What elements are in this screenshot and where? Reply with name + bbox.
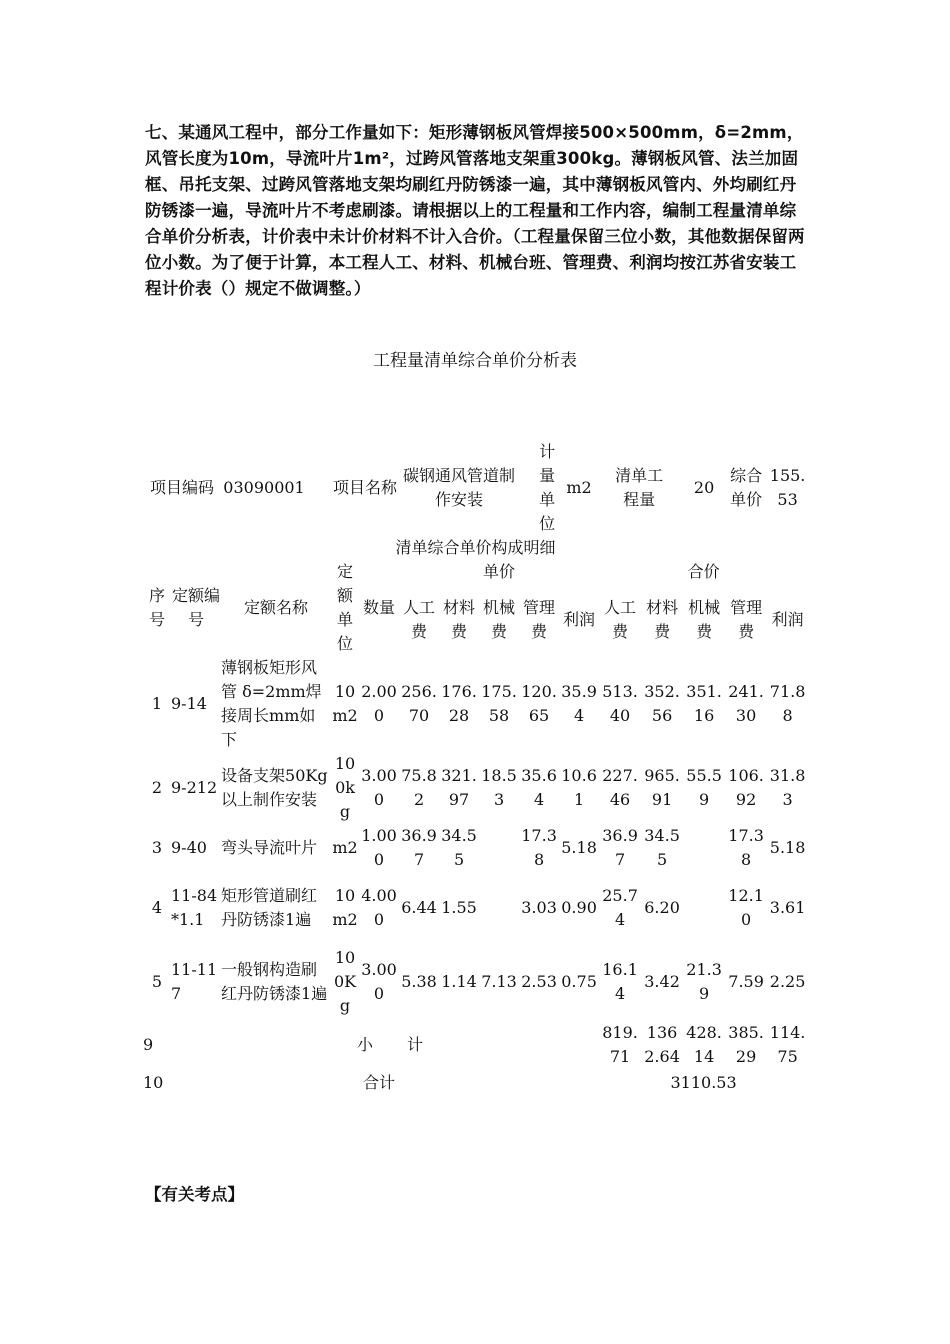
row-total-material: 352.56 xyxy=(644,682,680,725)
row-unit-profit: 35.94 xyxy=(561,682,597,725)
table-row xyxy=(143,656,808,752)
col-total-management: 管理费 xyxy=(730,598,763,641)
row-unit-labor: 256.70 xyxy=(401,682,437,725)
row-total-machine: 351.16 xyxy=(686,682,722,725)
unit-price-analysis-table xyxy=(143,440,808,1096)
composite-price-label-cell xyxy=(725,440,767,536)
total-seq: 10 xyxy=(143,1073,164,1092)
row-total-profit: 31.83 xyxy=(769,766,806,809)
subtotal-labor: 819.71 xyxy=(602,1023,638,1066)
row-quantity: 1.000 xyxy=(361,826,397,869)
row-unit-labor: 75.82 xyxy=(401,766,437,809)
measure-unit-value: m2 xyxy=(566,478,592,497)
total-value: 3110.53 xyxy=(670,1073,737,1092)
subtotal-row xyxy=(143,1020,808,1070)
row-quantity: 3.000 xyxy=(361,766,397,809)
row-quota-code: 9-40 xyxy=(171,838,207,857)
subtotal-spacer-2 xyxy=(519,1020,599,1070)
subtotal-machine: 428.14 xyxy=(686,1023,722,1066)
row-total-management: 7.59 xyxy=(728,972,764,991)
col-unit-material: 材料费 xyxy=(443,598,476,641)
row-total-labor: 16.14 xyxy=(602,960,638,1003)
row-quantity: 4.000 xyxy=(361,886,397,929)
row-unit-machine: 175.58 xyxy=(481,682,517,725)
table-row xyxy=(143,872,808,944)
row-seq: 1 xyxy=(151,694,163,713)
col-unit-management: 管理费 xyxy=(523,598,556,641)
row-unit-machine: 18.53 xyxy=(481,766,517,809)
row-total-profit: 2.25 xyxy=(769,972,806,991)
bill-quantity-value: 20 xyxy=(693,478,715,497)
row-quota-name: 设备支架50Kg以上制作安装 xyxy=(221,766,328,809)
group-header-row xyxy=(143,560,808,584)
row-total-material: 965.91 xyxy=(644,766,680,809)
row-total-profit: 3.61 xyxy=(769,898,806,917)
row-unit-labor: 6.44 xyxy=(401,898,437,917)
table-title: 工程量清单综合单价分析表 xyxy=(373,351,577,371)
row-unit-material: 34.55 xyxy=(441,826,477,869)
row-total-material: 3.42 xyxy=(644,972,680,991)
row-unit-labor: 5.38 xyxy=(401,972,437,991)
row-quota-code: 11-117 xyxy=(171,960,218,1003)
total-row xyxy=(143,1070,808,1096)
row-total-labor: 227.46 xyxy=(602,766,638,809)
measure-unit-label: 计量单位 xyxy=(539,442,556,533)
col-quota-name: 定额名称 xyxy=(244,598,309,617)
project-name-label: 项目名称 xyxy=(333,478,398,497)
row-unit: 100Kg xyxy=(333,948,357,1015)
header-row xyxy=(143,440,808,536)
composite-price-value xyxy=(767,440,808,536)
row-unit-material: 176.28 xyxy=(441,682,477,725)
col-total-labor: 人工费 xyxy=(604,598,637,641)
row-unit-management: 2.53 xyxy=(521,972,557,991)
row-quota-name: 一般钢构造刷红丹防锈漆1遍 xyxy=(221,960,328,1003)
row-unit-profit: 10.61 xyxy=(561,766,597,809)
row-unit-management: 3.03 xyxy=(521,898,557,917)
group-total-price: 合价 xyxy=(687,562,720,581)
row-total-labor: 36.97 xyxy=(602,826,638,869)
row-seq: 4 xyxy=(151,898,163,917)
subtotal-spacer xyxy=(171,1020,331,1070)
row-unit-machine xyxy=(479,824,519,872)
row-total-material: 6.20 xyxy=(644,898,680,917)
composite-price-number: 155.53 xyxy=(769,466,806,509)
row-unit-profit: 0.90 xyxy=(561,898,597,917)
row-unit: 100kg xyxy=(334,754,356,821)
subtotal-profit: 114.75 xyxy=(769,1023,806,1066)
row-unit-machine: 7.13 xyxy=(481,972,517,991)
row-total-profit: 5.18 xyxy=(769,838,806,857)
row-unit-management: 35.64 xyxy=(521,766,557,809)
row-quantity: 2.000 xyxy=(361,682,397,725)
row-quota-name: 薄钢板矩形风管 δ=2mm焊接周长mm如下 xyxy=(221,658,322,749)
row-unit-labor: 36.97 xyxy=(401,826,437,869)
row-unit-material: 321.97 xyxy=(441,766,477,809)
row-unit-machine xyxy=(479,872,519,944)
row-total-labor: 25.74 xyxy=(602,886,638,929)
row-total-material: 34.55 xyxy=(644,826,680,869)
row-total-machine: 21.39 xyxy=(686,960,722,1003)
total-label: 合计 xyxy=(363,1073,396,1092)
row-quota-code: 9-212 xyxy=(171,778,218,797)
row-quota-code: 11-84*1.1 xyxy=(171,886,218,929)
subtotal-seq: 9 xyxy=(143,1035,154,1054)
group-unit-price: 单价 xyxy=(483,562,516,581)
col-seq: 序号 xyxy=(148,586,165,629)
col-quantity: 数量 xyxy=(363,598,396,617)
row-quota-name: 矩形管道刷红丹防锈漆1遍 xyxy=(221,886,318,929)
table-row xyxy=(143,824,808,872)
row-total-profit: 71.88 xyxy=(769,682,806,725)
row-total-machine: 55.59 xyxy=(686,766,722,809)
row-total-machine xyxy=(683,824,725,872)
project-name-value: 碳钢通风管道制作安装 xyxy=(403,466,516,509)
table-row xyxy=(143,944,808,1020)
subtotal-management: 385.29 xyxy=(728,1023,764,1066)
composite-price-label: 综合单价 xyxy=(730,466,763,509)
row-quota-code: 9-14 xyxy=(171,694,207,713)
row-unit-management: 120.65 xyxy=(521,682,557,725)
col-unit-labor: 人工费 xyxy=(403,598,436,641)
row-total-machine xyxy=(683,872,725,944)
col-quota-unit: 定额单位 xyxy=(337,562,354,653)
row-total-labor: 513.40 xyxy=(602,682,638,725)
row-quantity: 3.000 xyxy=(361,960,397,1003)
subtotal-material: 1362.64 xyxy=(644,1023,680,1066)
col-total-profit: 利润 xyxy=(771,610,804,629)
row-total-management: 241.30 xyxy=(728,682,764,725)
row-unit: m2 xyxy=(332,838,358,857)
row-total-management: 106.92 xyxy=(728,766,764,809)
row-seq: 3 xyxy=(151,838,163,857)
col-unit-machine: 机械费 xyxy=(483,598,516,641)
problem-statement: 七、某通风工程中，部分工作量如下：矩形薄钢板风管焊接500×500mm，δ=2mm，风管长度为10m，导流叶片1m²，过跨风管落地支架重300kg。薄钢板风管、法兰加固框、吊托支架、过跨风管落地支架均刷红丹防锈漆一遍，其中薄钢板风管内、外均刷红丹防锈漆一遍，导流叶片不考虑刷漆。请根据以上的工程量和工作内容，编制工程量清单综合单价分析表，计价表中未计价材料不计入合价。（工程量保留三位小数，其他数据保留两位小数。为了便于计算，本工程人工、材料、机械台班、管理费、利润均按江苏省安装工程计价表（）规定不做调整。） xyxy=(145,123,805,298)
row-seq: 5 xyxy=(151,972,163,991)
detail-title-row xyxy=(143,536,808,560)
subtotal-label-a: 小 xyxy=(357,1035,374,1054)
col-total-material: 材料费 xyxy=(646,598,679,641)
table-row xyxy=(143,752,808,824)
col-quota-code: 定额编号 xyxy=(172,586,221,629)
project-code-value: 03090001 xyxy=(223,478,305,497)
col-unit-profit: 利润 xyxy=(563,610,596,629)
subtotal-label-b: 计 xyxy=(407,1035,424,1054)
row-unit-material: 1.14 xyxy=(441,972,477,991)
row-total-management: 17.38 xyxy=(728,826,764,869)
detail-title: 清单综合单价构成明细 xyxy=(395,538,556,557)
row-unit: 10m2 xyxy=(332,682,358,725)
row-unit-profit: 5.18 xyxy=(561,838,597,857)
row-seq: 2 xyxy=(151,778,163,797)
col-total-machine: 机械费 xyxy=(688,598,721,641)
row-quota-name: 弯头导流叶片 xyxy=(221,838,318,857)
row-unit-material: 1.55 xyxy=(441,898,477,917)
row-unit-management: 17.38 xyxy=(521,826,557,869)
related-points-heading: 【有关考点】 xyxy=(145,1185,244,1204)
row-unit-profit: 0.75 xyxy=(561,972,597,991)
row-unit: 10m2 xyxy=(332,886,358,929)
row-total-management: 12.10 xyxy=(728,886,764,929)
bill-quantity-label: 清单工程量 xyxy=(615,466,664,509)
project-code-label: 项目编码 xyxy=(150,478,215,497)
